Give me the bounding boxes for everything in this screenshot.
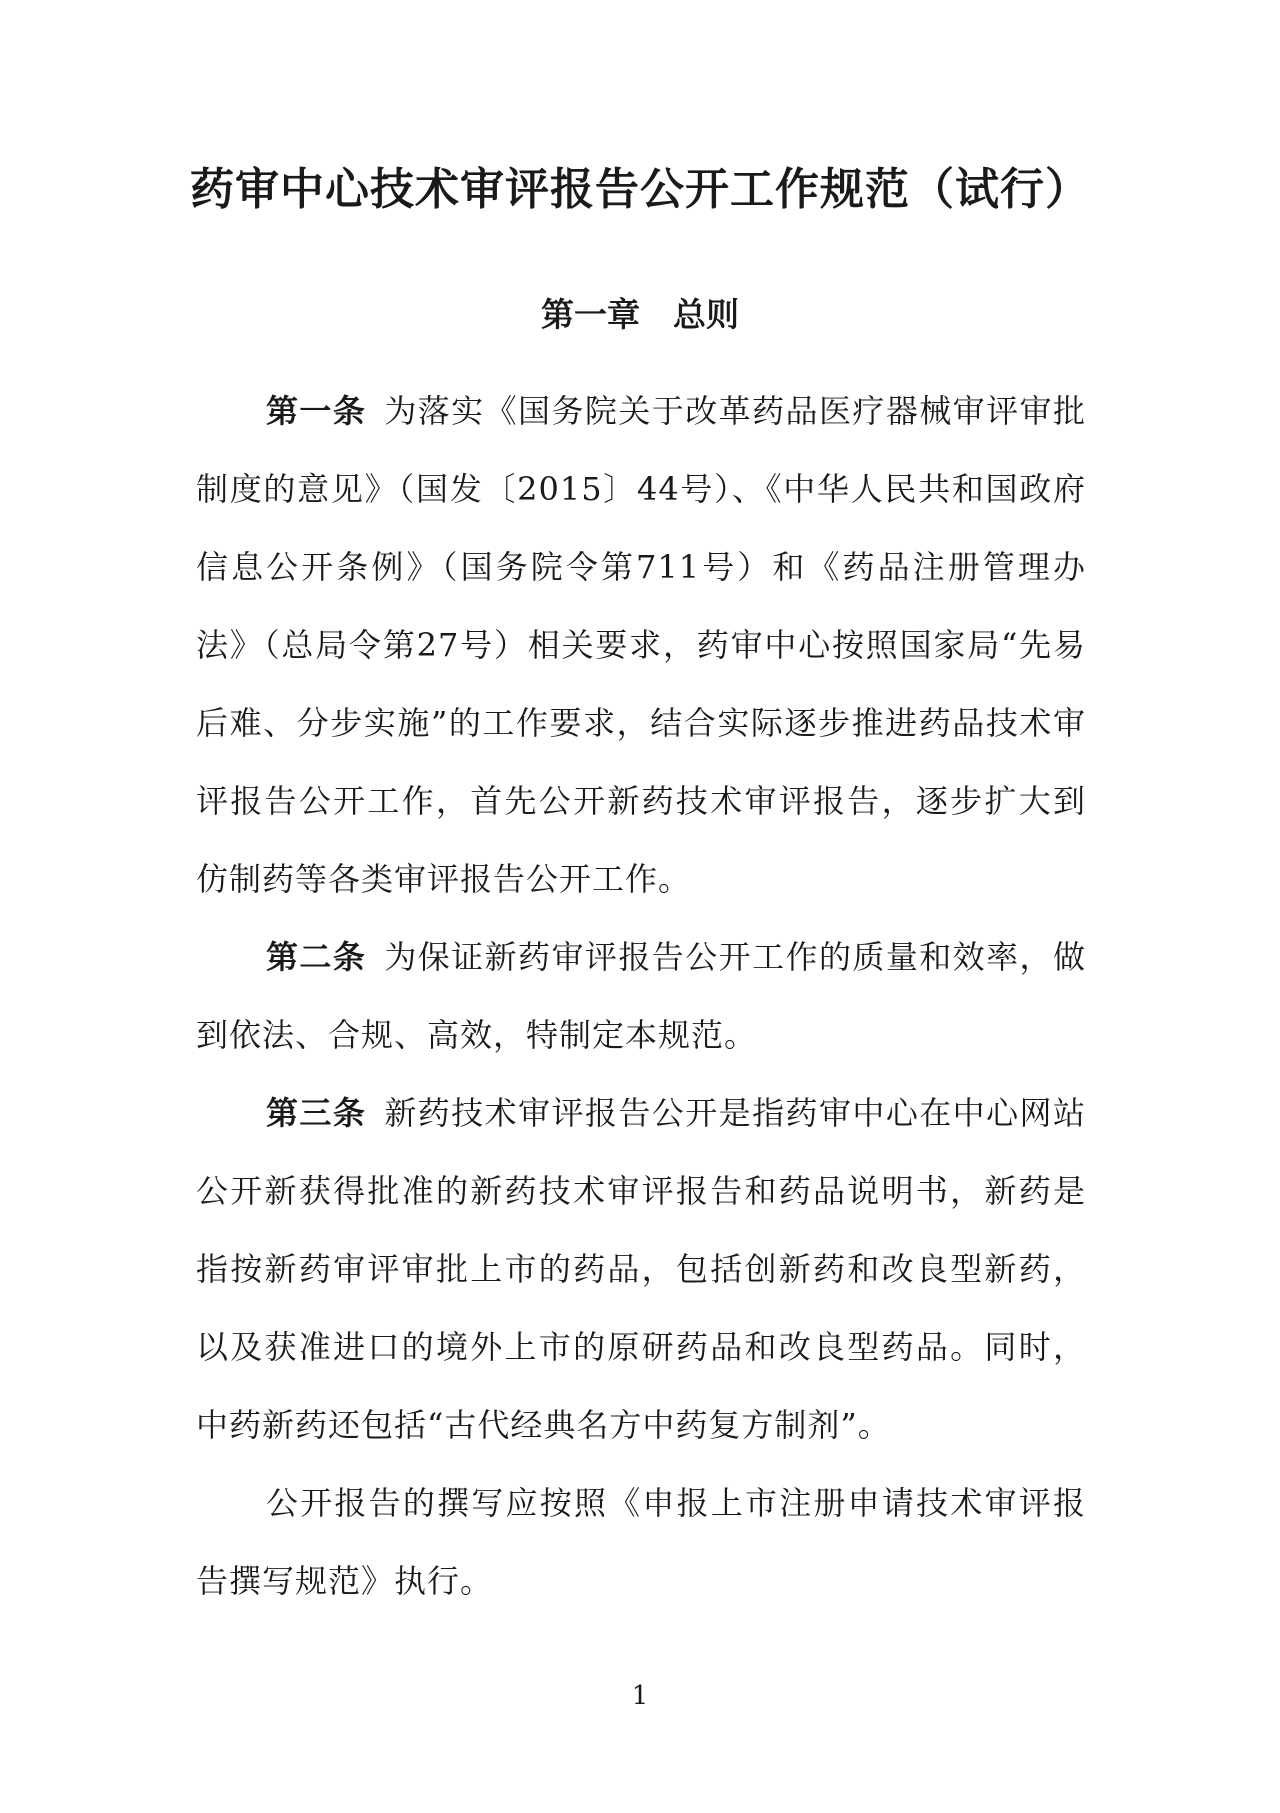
page-number: 1	[631, 1681, 649, 1711]
article-3-label: 第三条	[266, 1094, 367, 1132]
article-3	[196, 1074, 1086, 1464]
article-1-label: 第一条	[266, 392, 367, 430]
closing-paragraph: 公开报告的撰写应按照《申报上市注册申请技术审评报告撰写规范》执行。	[196, 1484, 1086, 1600]
article-2-text: 为保证新药审评报告公开工作的质量和效率，做到依法、合规、高效，特制定本规范。	[196, 938, 1086, 1054]
article-2-label: 第二条	[266, 938, 367, 976]
article-1-text: 为落实《国务院关于改革药品医疗器械审评审批制度的意见》（国发〔2015〕44号）、《中华人民共和国政府信息公开条例》（国务院令第711号）和《药品注册管理办法》（总局令第27号）相关要求，药审中心按照国家局“先易后难、分步实施”的工作要求，结合实际逐步推进药品技术审评报告公开工作，首先公开新药技术审评报告，逐步扩大到仿制药等各类审评报告公开工作。	[196, 392, 1086, 898]
article-2	[196, 918, 1086, 1074]
article-3-text: 新药技术审评报告公开是指药审中心在中心网站公开新获得批准的新药技术审评报告和药品说明书，新药是指按新药审评审批上市的药品，包括创新药和改良型新药，以及获准进口的境外上市的原研药品和改良型药品。同时，中药新药还包括“古代经典名方中药复方制剂”。	[196, 1094, 1086, 1444]
article-1	[196, 372, 1086, 918]
document-body	[196, 372, 1086, 1620]
document-title: 药审中心技术审评报告公开工作规范（试行）	[190, 164, 1090, 215]
chapter-heading: 第一章 总则	[541, 295, 739, 334]
